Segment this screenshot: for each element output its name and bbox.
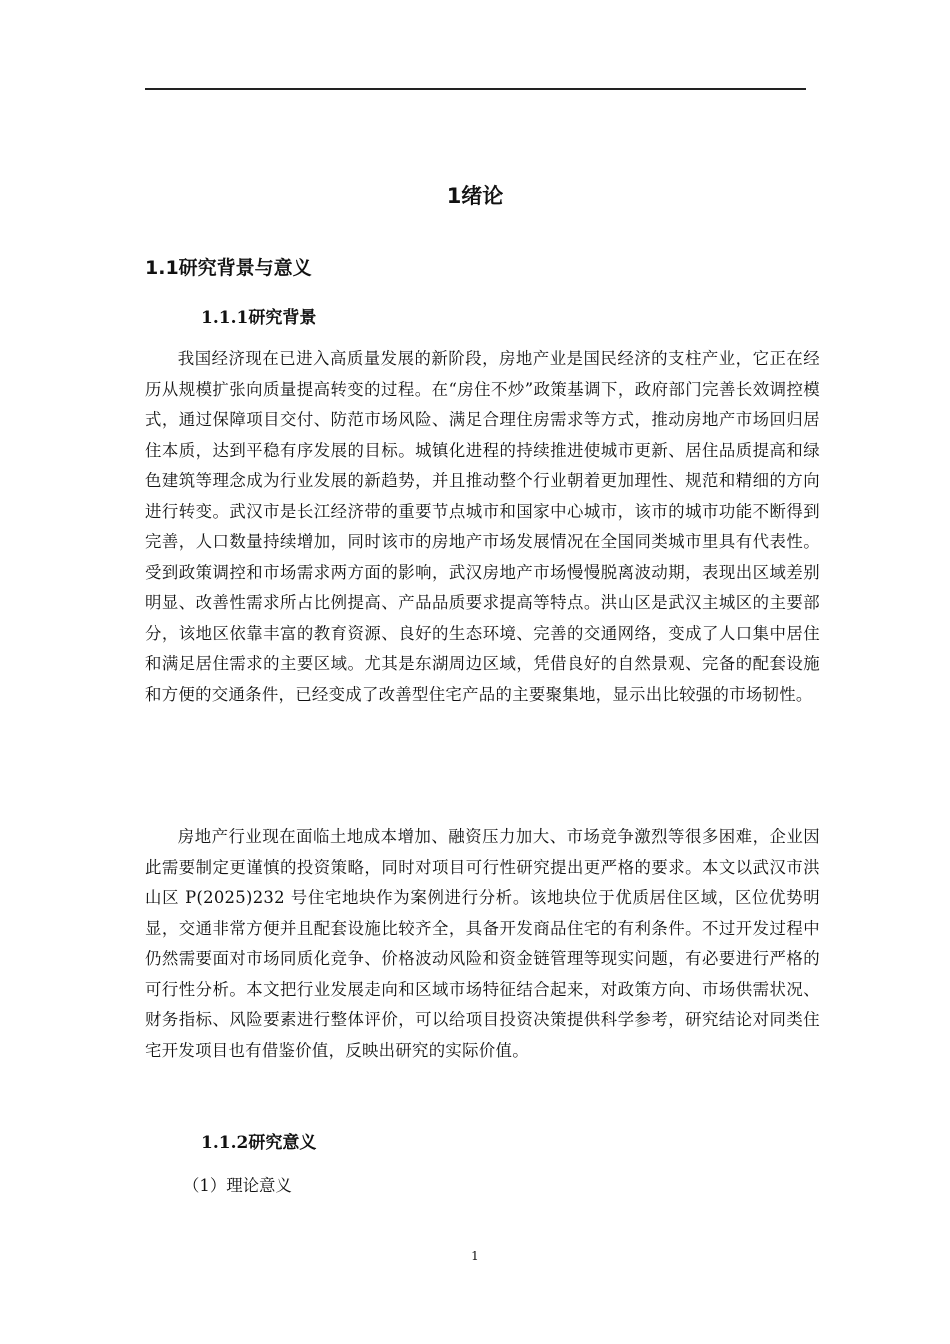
chapter-title: 1绪论 xyxy=(446,184,504,208)
paragraph-background-1: 我国经济现在已进入高质量发展的新阶段，房地产业是国民经济的支柱产业，它正在经历从规模扩张向质量提高转变的过程。在“房住不炒”政策基调下，政府部门完善长效调控模式，通过保障项目交付、防范市场风险、满足合理住房需求等方式，推动房地产市场回归居住本质，达到平稳有序发展的目标。城镇化进程的持续推进使城市更新、居住品质提高和绿色建筑等理念成为行业发展的新趋势，并且推动整个行业朝着更加理性、规范和精细的方向进行转变。武汉市是长江经济带的重要节点城市和国家中心城市，该市的城市功能不断得到完善，人口数量持续增加，同时该市的房地产市场发展情况在全国同类城市里具有代表性。受到政策调控和市场需求两方面的影响，武汉房地产市场慢慢脱离波动期，表现出区域差别明显、改善性需求所占比例提高、产品品质要求提高等特点。洪山区是武汉主城区的主要部分，该地区依靠丰富的教育资源、良好的生态环境、完善的交通网络，变成了人口集中居住和满足居住需求的主要区域。尤其是东湖周边区域，凭借良好的自然景观、完备的配套设施和方便的交通条件，已经变成了改善型住宅产品的主要聚集地，显示出比较强的市场韧性。 xyxy=(145,349,820,704)
section-title: 1.1研究背景与意义 xyxy=(145,257,312,279)
header-rule xyxy=(145,88,806,90)
subsection-title-significance: 1.1.2研究意义 xyxy=(201,1133,317,1153)
item-theoretical-significance: （1）理论意义 xyxy=(183,1176,292,1195)
page-number: 1 xyxy=(471,1249,479,1263)
subsection-title-background: 1.1.1研究背景 xyxy=(201,308,317,328)
paragraph-background-2: 房地产行业现在面临土地成本增加、融资压力加大、市场竞争激烈等很多困难，企业因此需要制定更谨慎的投资策略，同时对项目可行性研究提出更严格的要求。本文以武汉市洪山区 P(2025)232 号住宅地块作为案例进行分析。该地块位于优质居住区域，区位优势明显，交通非常方便并且配套设施比较齐全，具备开发商品住宅的有利条件。不过开发过程中仍然需要面对市场同质化竞争、价格波动风险和资金链管理等现实问题，有必要进行严格的可行性分析。本文把行业发展走向和区域市场特征结合起来，对政策方向、市场供需状况、财务指标、风险要素进行整体评价，可以给项目投资决策提供科学参考，研究结论对同类住宅开发项目也有借鉴价值，反映出研究的实际价值。 xyxy=(145,827,820,1060)
